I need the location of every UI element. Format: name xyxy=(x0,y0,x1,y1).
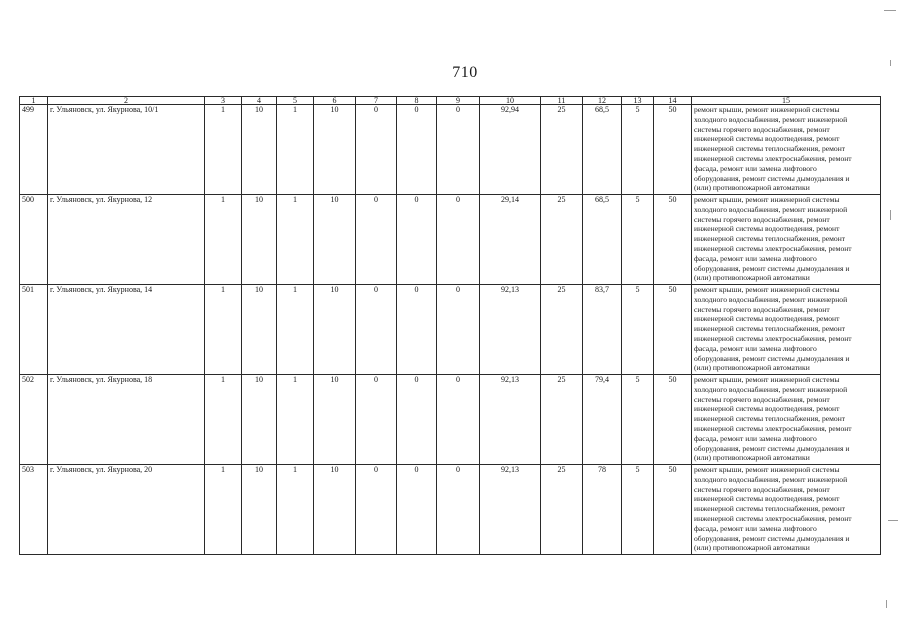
value-cell: 1 xyxy=(205,105,242,195)
value-cell: 68,5 xyxy=(583,105,622,195)
scan-artifact xyxy=(886,600,887,608)
scan-artifact xyxy=(888,520,898,521)
column-header: 11 xyxy=(541,97,583,105)
register-table xyxy=(19,96,881,555)
table-body xyxy=(20,105,881,555)
works-cell: ремонт крыши, ремонт инженерной системы холодного водоснабжения, ремонт инженерной системы горячего водоснабжения, ремонт инженерной системы водоотведения, ремонт инженерной системы теплоснабжения, ремонт инженерной системы электроснабжения, ремонт фасада, ремонт или замена лифтового оборудования, ремонт системы дымоудаления и (или) противопожарной автоматики xyxy=(692,285,881,375)
value-cell: 83,7 xyxy=(583,285,622,375)
value-cell: 0 xyxy=(437,285,480,375)
value-cell: 10 xyxy=(242,285,277,375)
value-cell: 10 xyxy=(314,375,356,465)
row-number: 503 xyxy=(20,465,48,555)
value-cell: 0 xyxy=(356,195,397,285)
column-header: 13 xyxy=(622,97,654,105)
value-cell: 10 xyxy=(314,465,356,555)
value-cell: 0 xyxy=(356,105,397,195)
header-row xyxy=(20,97,881,105)
value-cell: 5 xyxy=(622,375,654,465)
value-cell: 1 xyxy=(277,285,314,375)
value-cell: 0 xyxy=(437,105,480,195)
value-cell: 25 xyxy=(541,195,583,285)
value-cell: 10 xyxy=(242,465,277,555)
column-header: 15 xyxy=(692,97,881,105)
table-header xyxy=(20,97,881,105)
value-cell: 92,13 xyxy=(480,375,541,465)
value-cell: 25 xyxy=(541,375,583,465)
column-header: 5 xyxy=(277,97,314,105)
row-number: 500 xyxy=(20,195,48,285)
value-cell: 1 xyxy=(277,105,314,195)
table-row xyxy=(20,375,881,465)
value-cell: 50 xyxy=(654,465,692,555)
value-cell: 1 xyxy=(205,285,242,375)
column-header: 12 xyxy=(583,97,622,105)
value-cell: 50 xyxy=(654,285,692,375)
value-cell: 0 xyxy=(437,465,480,555)
value-cell: 0 xyxy=(397,465,437,555)
column-header: 3 xyxy=(205,97,242,105)
table-row xyxy=(20,465,881,555)
column-header: 10 xyxy=(480,97,541,105)
row-number: 499 xyxy=(20,105,48,195)
value-cell: 10 xyxy=(242,105,277,195)
value-cell: 1 xyxy=(277,375,314,465)
value-cell: 68,5 xyxy=(583,195,622,285)
value-cell: 5 xyxy=(622,195,654,285)
value-cell: 92,13 xyxy=(480,465,541,555)
value-cell: 10 xyxy=(314,105,356,195)
value-cell: 0 xyxy=(437,375,480,465)
works-cell: ремонт крыши, ремонт инженерной системы холодного водоснабжения, ремонт инженерной системы горячего водоснабжения, ремонт инженерной системы водоотведения, ремонт инженерной системы теплоснабжения, ремонт инженерной системы электроснабжения, ремонт фасада, ремонт или замена лифтового оборудования, ремонт системы дымоудаления и (или) противопожарной автоматики xyxy=(692,105,881,195)
value-cell: 5 xyxy=(622,465,654,555)
column-header: 4 xyxy=(242,97,277,105)
address-cell: г. Ульяновск, ул. Якурнова, 20 xyxy=(48,465,205,555)
scan-artifact xyxy=(890,210,891,220)
column-header: 8 xyxy=(397,97,437,105)
value-cell: 0 xyxy=(397,375,437,465)
works-cell: ремонт крыши, ремонт инженерной системы холодного водоснабжения, ремонт инженерной системы горячего водоснабжения, ремонт инженерной системы водоотведения, ремонт инженерной системы теплоснабжения, ремонт инженерной системы электроснабжения, ремонт фасада, ремонт или замена лифтового оборудования, ремонт системы дымоудаления и (или) противопожарной автоматики xyxy=(692,465,881,555)
value-cell: 1 xyxy=(205,465,242,555)
value-cell: 29,14 xyxy=(480,195,541,285)
value-cell: 0 xyxy=(437,195,480,285)
value-cell: 0 xyxy=(356,285,397,375)
address-cell: г. Ульяновск, ул. Якурнова, 12 xyxy=(48,195,205,285)
address-cell: г. Ульяновск, ул. Якурнова, 10/1 xyxy=(48,105,205,195)
page-number: 710 xyxy=(452,64,478,81)
value-cell: 1 xyxy=(205,195,242,285)
column-header: 2 xyxy=(48,97,205,105)
value-cell: 1 xyxy=(277,195,314,285)
value-cell: 0 xyxy=(397,195,437,285)
table-row xyxy=(20,195,881,285)
table-row xyxy=(20,105,881,195)
column-header: 14 xyxy=(654,97,692,105)
column-header: 6 xyxy=(314,97,356,105)
value-cell: 0 xyxy=(397,105,437,195)
column-header: 1 xyxy=(20,97,48,105)
value-cell: 10 xyxy=(242,195,277,285)
value-cell: 25 xyxy=(541,465,583,555)
works-cell: ремонт крыши, ремонт инженерной системы холодного водоснабжения, ремонт инженерной системы горячего водоснабжения, ремонт инженерной системы водоотведения, ремонт инженерной системы теплоснабжения, ремонт инженерной системы электроснабжения, ремонт фасада, ремонт или замена лифтового оборудования, ремонт системы дымоудаления и (или) противопожарной автоматики xyxy=(692,195,881,285)
works-cell: ремонт крыши, ремонт инженерной системы холодного водоснабжения, ремонт инженерной системы горячего водоснабжения, ремонт инженерной системы водоотведения, ремонт инженерной системы теплоснабжения, ремонт инженерной системы электроснабжения, ремонт фасада, ремонт или замена лифтового оборудования, ремонт системы дымоудаления и (или) противопожарной автоматики xyxy=(692,375,881,465)
value-cell: 10 xyxy=(314,285,356,375)
table-row xyxy=(20,285,881,375)
column-header: 9 xyxy=(437,97,480,105)
scan-artifact xyxy=(884,10,896,11)
value-cell: 10 xyxy=(242,375,277,465)
value-cell: 79,4 xyxy=(583,375,622,465)
scan-artifact xyxy=(890,60,891,66)
value-cell: 0 xyxy=(356,375,397,465)
address-cell: г. Ульяновск, ул. Якурнова, 14 xyxy=(48,285,205,375)
value-cell: 5 xyxy=(622,105,654,195)
value-cell: 25 xyxy=(541,105,583,195)
value-cell: 1 xyxy=(205,375,242,465)
value-cell: 78 xyxy=(583,465,622,555)
value-cell: 10 xyxy=(314,195,356,285)
value-cell: 1 xyxy=(277,465,314,555)
address-cell: г. Ульяновск, ул. Якурнова, 18 xyxy=(48,375,205,465)
value-cell: 50 xyxy=(654,105,692,195)
row-number: 502 xyxy=(20,375,48,465)
row-number: 501 xyxy=(20,285,48,375)
value-cell: 92,13 xyxy=(480,285,541,375)
value-cell: 5 xyxy=(622,285,654,375)
value-cell: 25 xyxy=(541,285,583,375)
value-cell: 50 xyxy=(654,195,692,285)
value-cell: 0 xyxy=(356,465,397,555)
value-cell: 0 xyxy=(397,285,437,375)
value-cell: 92,94 xyxy=(480,105,541,195)
value-cell: 50 xyxy=(654,375,692,465)
column-header: 7 xyxy=(356,97,397,105)
